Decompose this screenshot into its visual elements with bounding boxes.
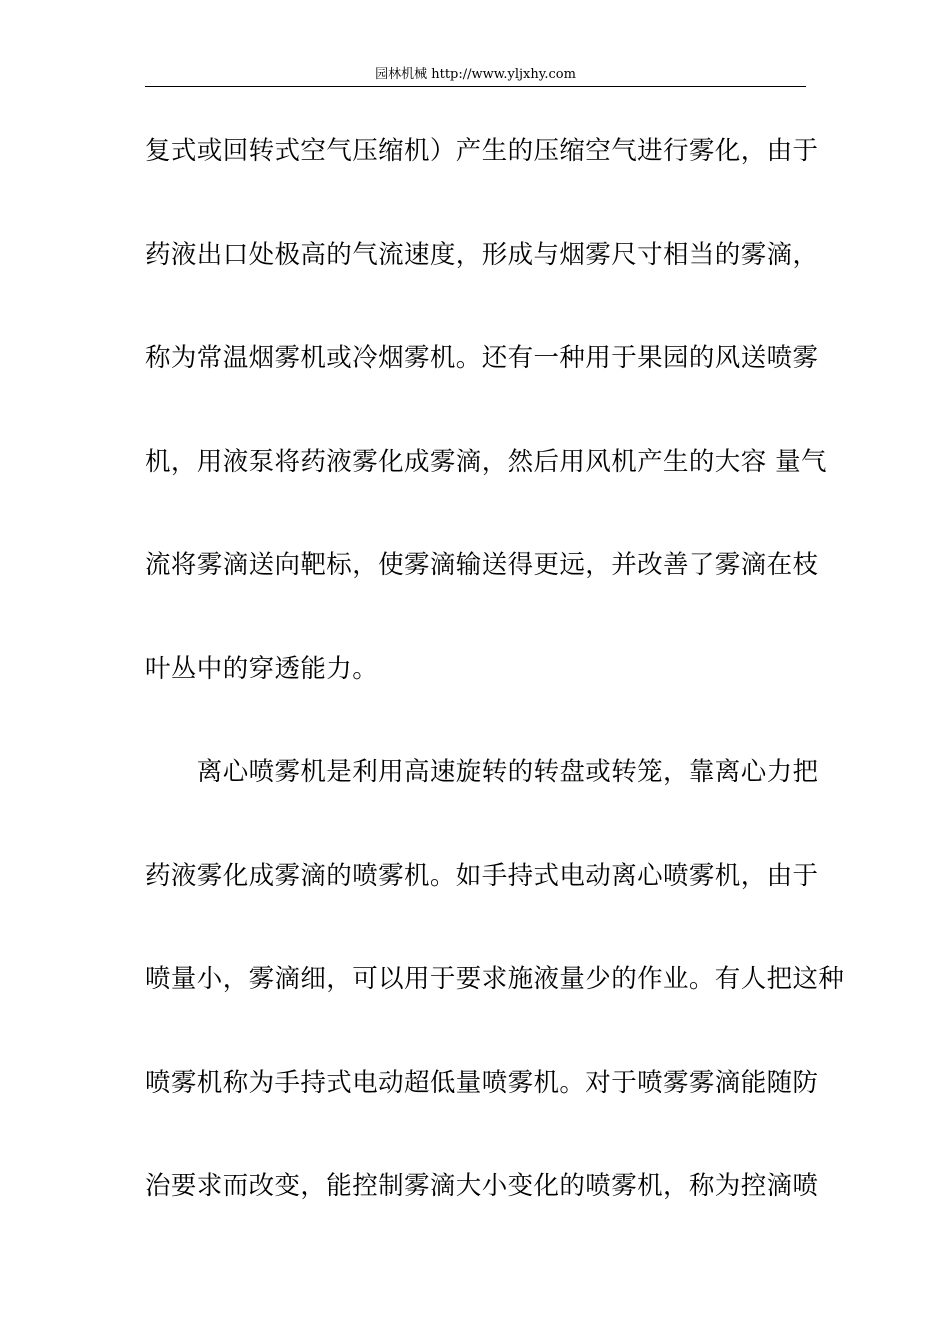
page-header bbox=[145, 66, 806, 87]
text-line: 称为常温烟雾机或冷烟雾机。还有一种用于果园的风送喷雾 bbox=[145, 343, 819, 373]
text-line: 流将雾滴送向靶标，使雾滴输送得更远，并改善了雾滴在枝 bbox=[145, 550, 819, 580]
text-line: 复式或回转式空气压缩机）产生的压缩空气进行雾化，由于 bbox=[145, 136, 819, 166]
document-body bbox=[145, 126, 845, 1265]
text-line: 治要求而改变，能控制雾滴大小变化的喷雾机，称为控滴喷 bbox=[145, 1171, 819, 1201]
text-line: 药液出口处极高的气流速度，形成与烟雾尺寸相当的雾滴， bbox=[145, 239, 819, 270]
text-line: 喷雾机称为手持式电动超低量喷雾机。对于喷雾雾滴能随防 bbox=[145, 1067, 819, 1098]
header-text: 园林机械 http://www.yljxhy.com bbox=[375, 67, 576, 82]
text-line: 机，用液泵将药液雾化成雾滴，然后用风机产生的大容 量气 bbox=[145, 446, 827, 477]
text-line: 叶丛中的穿透能力。 bbox=[145, 653, 379, 684]
text-line: 药液雾化成雾滴的喷雾机。如手持式电动离心喷雾机，由于 bbox=[145, 860, 819, 891]
text-line: 离心喷雾机是利用高速旋转的转盘或转笼，靠离心力把 bbox=[145, 757, 819, 787]
text-line: 喷量小，雾滴细，可以用于要求施液量少的作业。有人把这种 bbox=[145, 964, 845, 994]
